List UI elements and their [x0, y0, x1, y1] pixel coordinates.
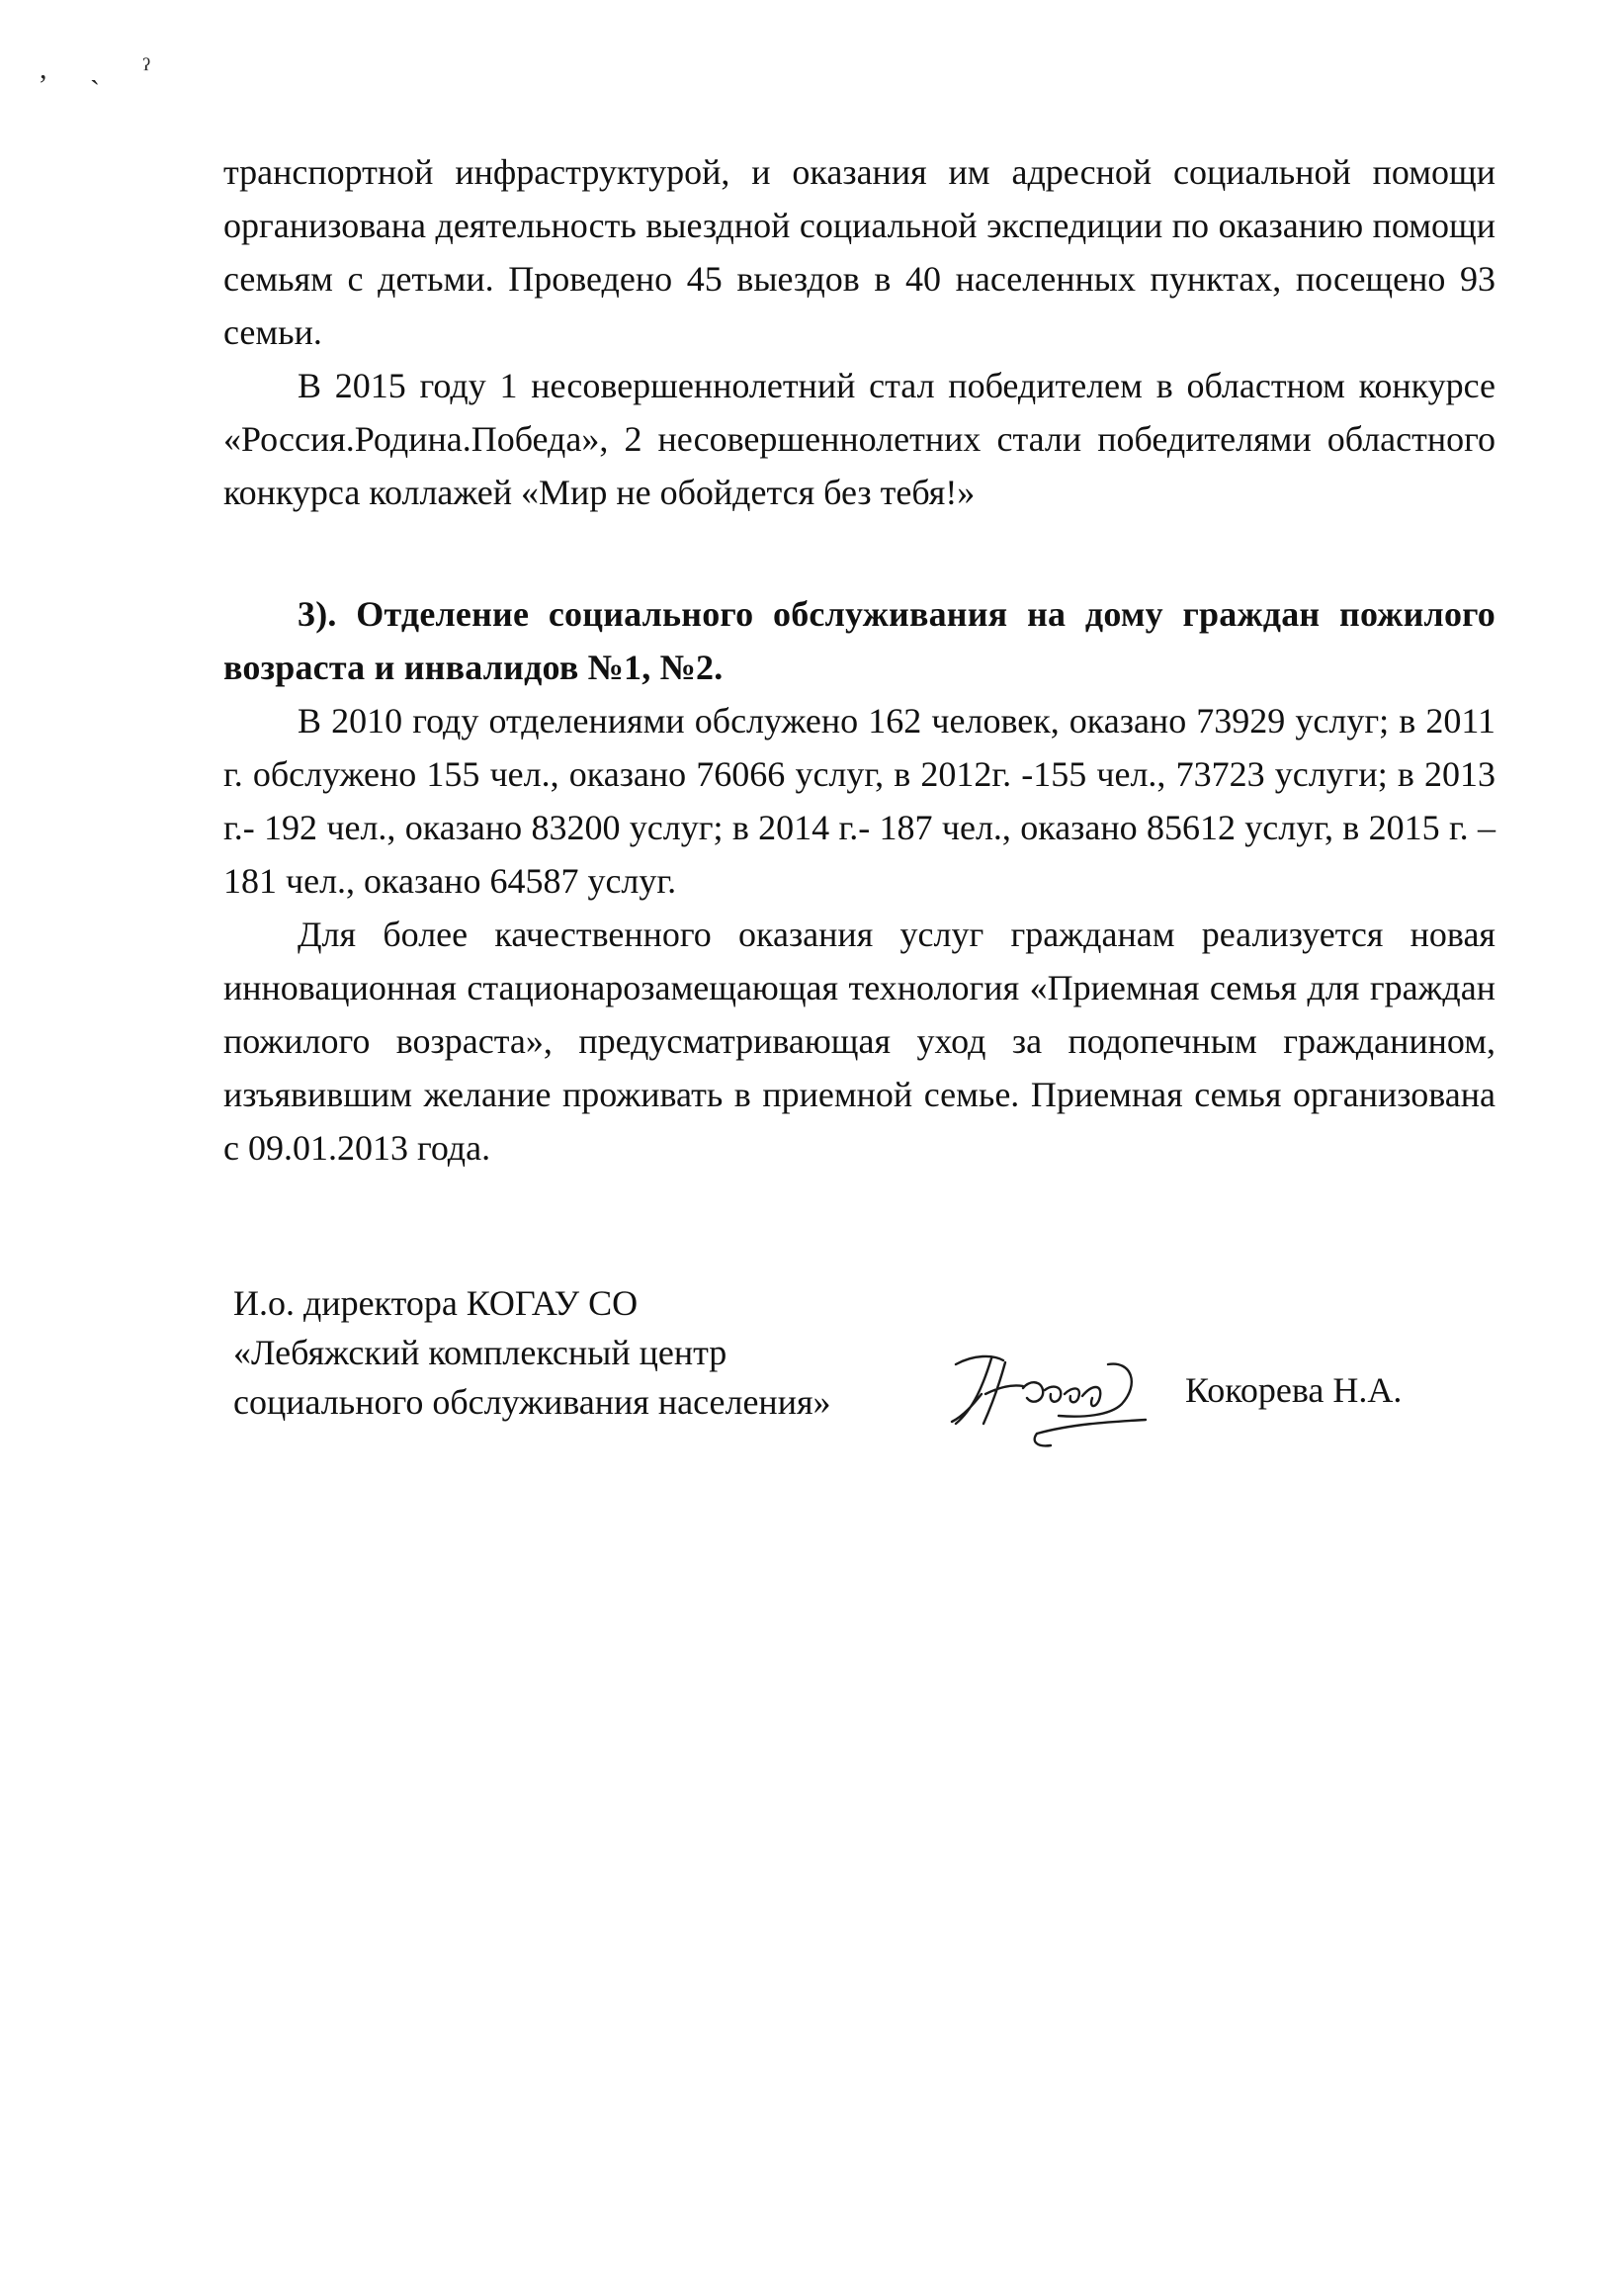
text-block-section	[223, 587, 1496, 1175]
handwritten-signature	[934, 1325, 1161, 1463]
paragraph-continuation: транспортной инфраструктурой, и оказания им адресной социальной помощи организована деятельность выездной социальной экспедиции по оказанию помощи семьям с детьми. Проведено 45 выездов в 40 населенных пунктах, посещено 93 семьи.	[223, 152, 1496, 352]
paragraph-foster-family: Для более качественного оказания услуг гражданам реализуется новая инновационная стационарозамещающая технология «Приемная семья для граждан пожилого возраста», предусматривающая уход за подопечным гражданином, изъявившим желание проживать в приемной семье. Приемная семья организована с 09.01.2013 года.	[223, 915, 1496, 1168]
paragraph-competition: В 2015 году 1 несовершеннолетний стал победителем в областном конкурсе «Россия.Родина.Победа», 2 несовершеннолетних стали победителями областного конкурса коллажей «Мир не обойдется без тебя!»	[223, 366, 1496, 512]
signature-title-line: И.о. директора КОГАУ СО	[233, 1283, 639, 1323]
signature-title-line: «Лебяжский комплексный центр	[233, 1333, 727, 1372]
text-block-top	[223, 145, 1496, 519]
section-heading: 3). Отделение социального обслуживания на дому граждан пожилого возраста и инвалидов №1, №2.	[223, 594, 1496, 687]
paragraph-statistics: В 2010 году отделениями обслужено 162 человек, оказано 73929 услуг; в 2011 г. обслужено 155 чел., оказано 76066 услуг, в 2012г. -155 чел., 73723 услуги; в 2013 г.- 192 чел., оказано 83200 услуг; в 2014 г.- 187 чел., оказано 85612 услуг, в 2015 г. – 181 чел., оказано 64587 услуг.	[223, 701, 1496, 901]
signature-title-line: социального обслуживания населения»	[233, 1382, 831, 1422]
scan-specks: , ˎ ˀ	[40, 52, 168, 85]
signature-title-block	[233, 1278, 831, 1427]
signer-name: Кокорева Н.А.	[1185, 1370, 1403, 1410]
